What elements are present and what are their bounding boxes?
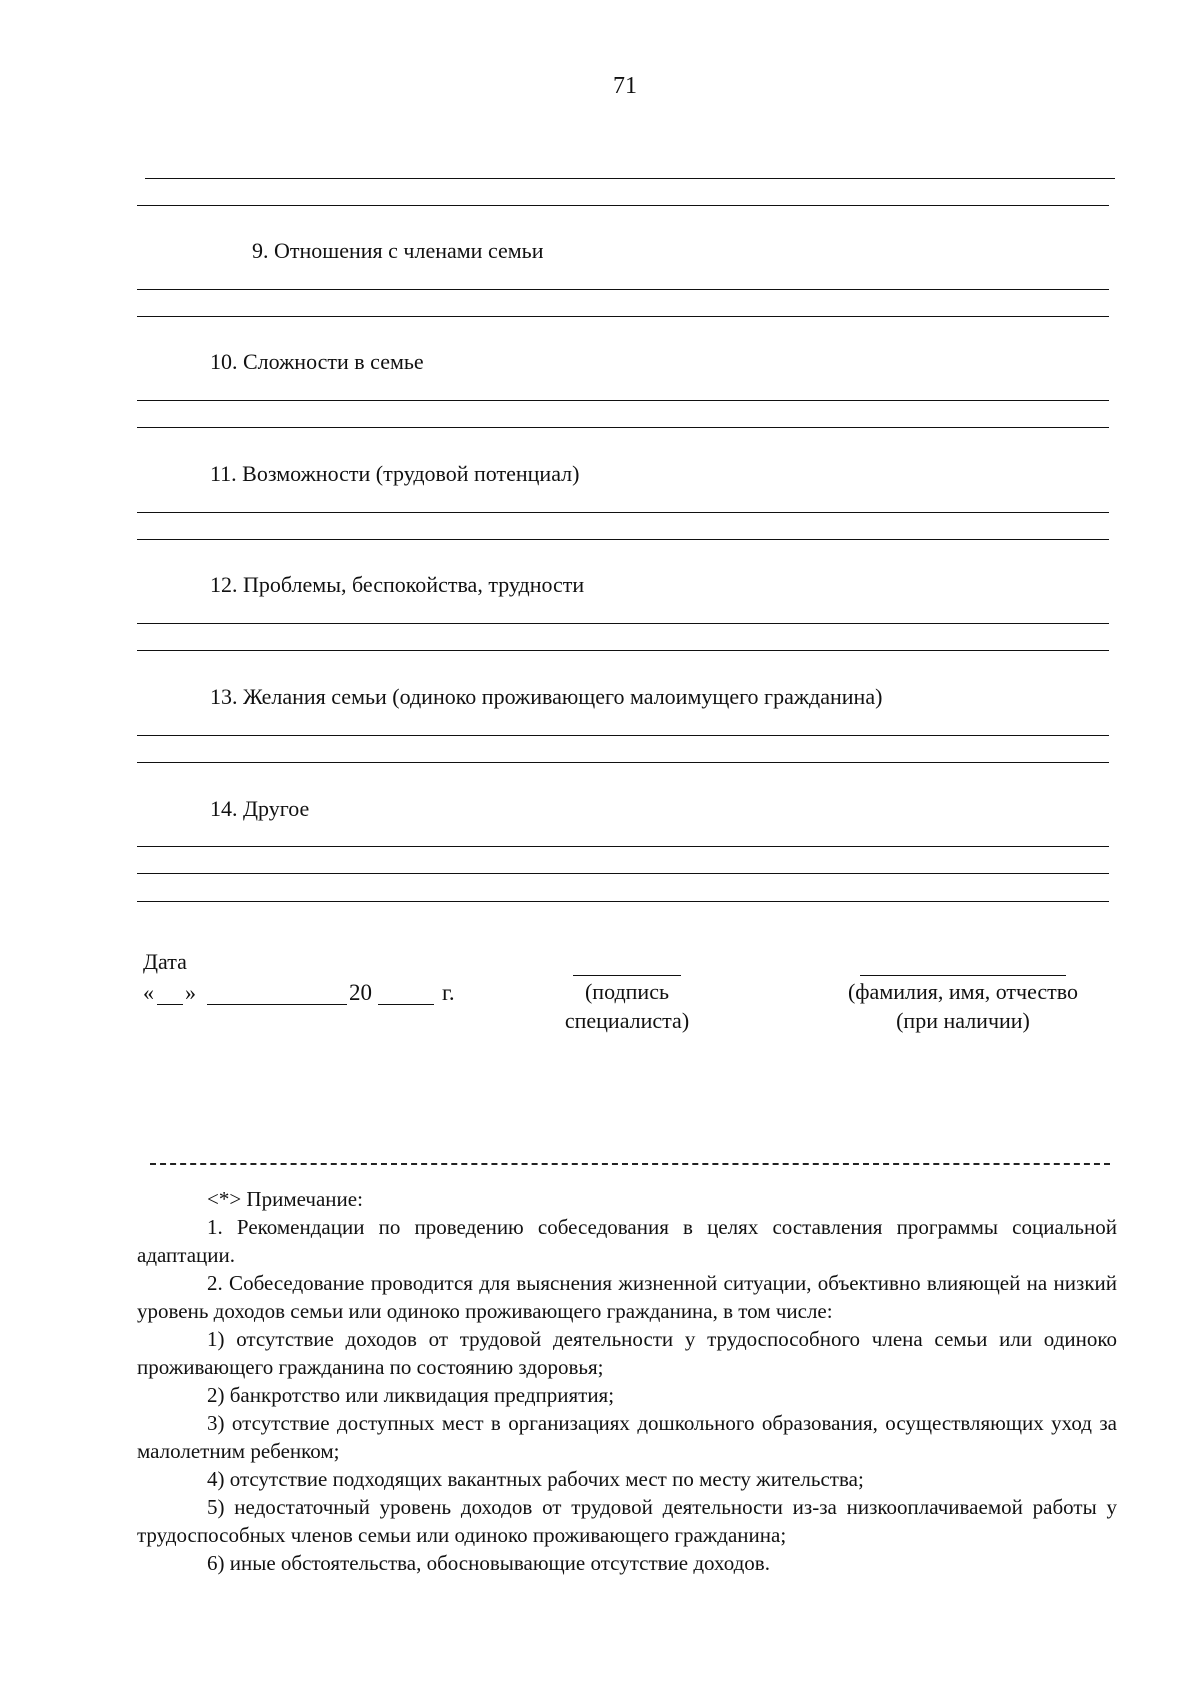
fill-line bbox=[145, 178, 1115, 179]
section-10-label: 10. Сложности в семье bbox=[210, 349, 424, 374]
section-11-label: 11. Возможности (трудовой потенциал) bbox=[210, 461, 580, 486]
section-12-label: 12. Проблемы, беспокойства, трудности bbox=[210, 572, 585, 597]
note-list-item: 5) недостаточный уровень доходов от трудовой деятельности из-за низкооплачиваемой работы у трудоспособных членов семьи или одиноко проживающего гражданина; bbox=[137, 1495, 1117, 1547]
date-year-suffix: г. bbox=[442, 980, 455, 1005]
fill-line bbox=[137, 735, 1109, 736]
date-open-quote: « bbox=[143, 980, 154, 1005]
note-list-item: 3) отсутствие доступных мест в организациях дошкольного образования, осуществляющих уход за малолетним ребенком; bbox=[137, 1411, 1117, 1463]
date-month-blank[interactable] bbox=[207, 1004, 347, 1005]
note-list-item: 2) банкротство или ликвидация предприятия; bbox=[207, 1383, 615, 1407]
fill-line bbox=[137, 289, 1109, 290]
signature-caption-1: (подпись bbox=[584, 979, 669, 1004]
section-13-label: 13. Желания семьи (одиноко проживающего малоимущего гражданина) bbox=[210, 684, 883, 709]
fill-line bbox=[137, 762, 1109, 763]
date-day-blank[interactable] bbox=[157, 1004, 183, 1005]
section-9-label: 9. Отношения с членами семьи bbox=[252, 238, 544, 263]
note-list-item: 6) иные обстоятельства, обосновывающие отсутствие доходов. bbox=[207, 1551, 770, 1575]
fill-line bbox=[137, 539, 1109, 540]
date-label: Дата bbox=[143, 949, 187, 974]
note-paragraph: 1. Рекомендации по проведению собеседования в целях составления программы социальной адаптации. bbox=[137, 1215, 1117, 1267]
date-year-prefix: 20 bbox=[349, 980, 372, 1005]
fill-line bbox=[137, 846, 1109, 847]
fill-line bbox=[137, 427, 1109, 428]
full-name-line[interactable] bbox=[860, 975, 1066, 976]
fill-line bbox=[137, 316, 1109, 317]
note-title: <*> Примечание: bbox=[207, 1187, 363, 1211]
note-list-item: 4) отсутствие подходящих вакантных рабочих мест по месту жительства; bbox=[207, 1467, 864, 1491]
signature-line[interactable] bbox=[573, 975, 681, 976]
date-close-quote: » bbox=[185, 980, 196, 1005]
fill-line bbox=[137, 205, 1109, 206]
date-year-blank[interactable] bbox=[378, 1004, 434, 1005]
footnote bbox=[137, 1185, 1117, 1577]
page-number: 71 bbox=[613, 73, 637, 99]
signature-caption-2: специалиста) bbox=[564, 1008, 690, 1033]
fill-line bbox=[137, 650, 1109, 651]
fill-line bbox=[137, 623, 1109, 624]
fill-line bbox=[137, 873, 1109, 874]
note-paragraph: 2. Собеседование проводится для выяснения жизненной ситуации, объективно влияющей на низкий уровень доходов семьи или одиноко проживающего гражданина, в том числе: bbox=[137, 1271, 1117, 1323]
note-list-item: 1) отсутствие доходов от трудовой деятельности у трудоспособного члена семьи или одиноко проживающего гражданина по состоянию здоровья; bbox=[137, 1327, 1117, 1379]
full-name-caption-2: (при наличии) bbox=[896, 1008, 1030, 1033]
fill-line bbox=[137, 512, 1109, 513]
fill-line bbox=[137, 400, 1109, 401]
fill-line bbox=[137, 901, 1109, 902]
footnote-separator bbox=[150, 1163, 1110, 1165]
full-name-caption-1: (фамилия, имя, отчество bbox=[847, 979, 1079, 1004]
section-14-label: 14. Другое bbox=[210, 796, 310, 821]
